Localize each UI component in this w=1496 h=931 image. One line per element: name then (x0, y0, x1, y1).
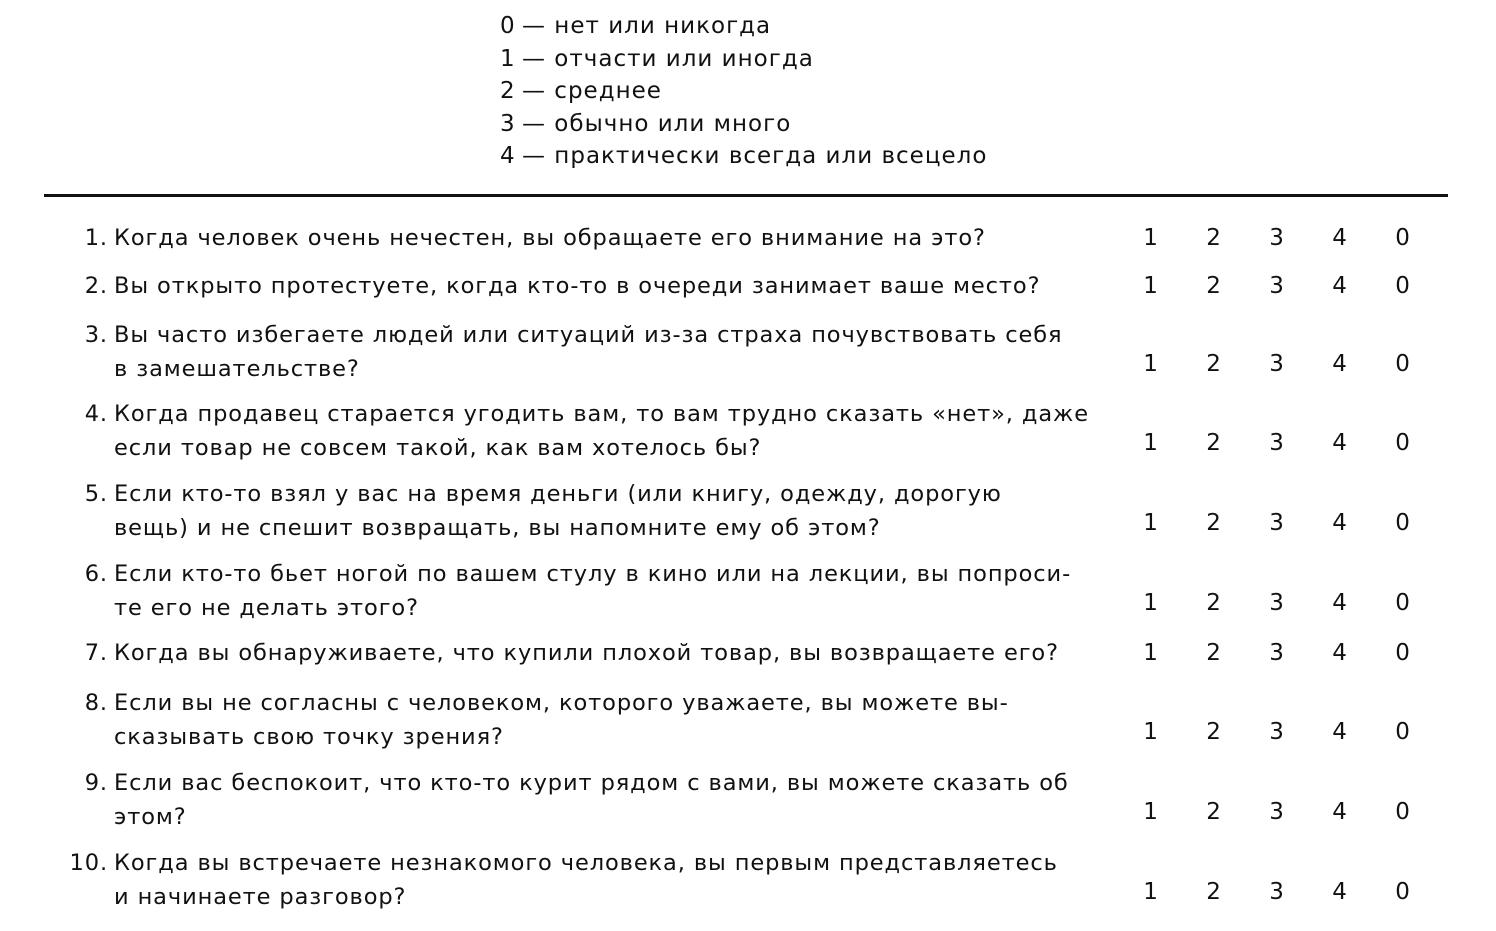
option-0[interactable]: 0 (1395, 879, 1411, 905)
option-4[interactable]: 4 (1332, 273, 1348, 299)
option-4[interactable]: 4 (1332, 225, 1348, 251)
option-3[interactable]: 3 (1269, 510, 1285, 536)
legend-code: 3 (500, 110, 516, 137)
question-number: 6. (84, 561, 108, 587)
question-number: 4. (84, 401, 108, 427)
question-line: Когда вы обнаруживаете, что купили плохой товар, вы возвращаете его? (114, 640, 1059, 666)
option-3[interactable]: 3 (1269, 799, 1285, 825)
legend-code: 0 (500, 13, 516, 39)
option-3[interactable]: 3 (1269, 640, 1285, 666)
legend-code: 2 (500, 78, 516, 104)
option-3[interactable]: 3 (1269, 351, 1285, 377)
question-number: 2. (84, 273, 108, 299)
question-text (114, 636, 1074, 670)
question-number: 7. (84, 640, 108, 666)
rating-scale-legend (500, 10, 987, 173)
legend-code: 1 (500, 45, 516, 72)
option-2[interactable]: 2 (1206, 799, 1222, 825)
option-0[interactable]: 0 (1395, 640, 1411, 666)
option-4[interactable]: 4 (1332, 640, 1348, 666)
legend-item-0 (500, 10, 987, 43)
question-number: 5. (84, 481, 108, 507)
option-0[interactable]: 0 (1395, 510, 1411, 536)
option-3[interactable]: 3 (1269, 273, 1285, 299)
legend-code: 4 (500, 143, 516, 169)
question-text (114, 686, 1074, 754)
question-line: вещь) и не спешит возвращать, вы напомните ему об этом? (114, 515, 881, 541)
option-4[interactable]: 4 (1332, 879, 1348, 905)
option-1[interactable]: 1 (1143, 510, 1159, 536)
option-0[interactable]: 0 (1395, 799, 1411, 825)
option-1[interactable]: 1 (1143, 640, 1159, 666)
question-number: 1. (84, 225, 108, 251)
legend-text: — практически всегда или всецело (522, 143, 988, 169)
question-line: этом? (114, 804, 187, 830)
question-line: и начинаете разговор? (114, 884, 407, 910)
option-1[interactable]: 1 (1143, 430, 1159, 456)
option-2[interactable]: 2 (1206, 640, 1222, 666)
option-2[interactable]: 2 (1206, 273, 1222, 299)
option-1[interactable]: 1 (1143, 273, 1159, 299)
question-line: Если кто-то взял у вас на время деньги (или книгу, одежду, дорогую (114, 481, 1002, 507)
option-0[interactable]: 0 (1395, 225, 1411, 251)
option-0[interactable]: 0 (1395, 273, 1411, 299)
question-number: 3. (84, 322, 108, 348)
question-line: сказывать свою точку зрения? (114, 724, 504, 750)
option-1[interactable]: 1 (1143, 719, 1159, 745)
option-3[interactable]: 3 (1269, 225, 1285, 251)
question-line: Если вас беспокоит, что кто-то курит рядом с вами, вы можете сказать об (114, 770, 1069, 796)
option-1[interactable]: 1 (1143, 879, 1159, 905)
option-3[interactable]: 3 (1269, 430, 1285, 456)
question-line: Если кто-то бьет ногой по вашем стулу в кино или на лекции, вы попроси- (114, 561, 1072, 587)
option-1[interactable]: 1 (1143, 225, 1159, 251)
question-text (114, 269, 1074, 303)
option-2[interactable]: 2 (1206, 590, 1222, 616)
question-line: Если вы не согласны с человеком, которого уважаете, вы можете вы- (114, 690, 1009, 716)
question-text (114, 846, 1074, 914)
option-2[interactable]: 2 (1206, 351, 1222, 377)
legend-text: — отчасти или иногда (522, 45, 814, 72)
option-3[interactable]: 3 (1269, 879, 1285, 905)
question-line: Вы часто избегаете людей или ситуаций из-за страха почувствовать себя (114, 322, 1063, 348)
option-1[interactable]: 1 (1143, 799, 1159, 825)
question-line: в замешательстве? (114, 356, 360, 382)
question-number: 8. (84, 690, 108, 716)
option-2[interactable]: 2 (1206, 719, 1222, 745)
option-4[interactable]: 4 (1332, 351, 1348, 377)
question-line: Когда человек очень нечестен, вы обращаете его внимание на это? (114, 225, 986, 251)
option-0[interactable]: 0 (1395, 590, 1411, 616)
question-line: Вы открыто протестуете, когда кто-то в очереди занимает ваше место? (114, 273, 1041, 299)
question-number: 9. (84, 770, 108, 796)
question-number: 10. (69, 850, 108, 876)
legend-text: — среднее (522, 78, 662, 104)
question-text (114, 221, 1074, 255)
question-text (114, 557, 1074, 625)
divider-rule (44, 194, 1448, 197)
legend-item-3 (500, 108, 987, 141)
option-0[interactable]: 0 (1395, 351, 1411, 377)
question-line: Когда продавец старается угодить вам, то вам трудно сказать «нет», даже (114, 401, 1089, 427)
option-2[interactable]: 2 (1206, 225, 1222, 251)
option-1[interactable]: 1 (1143, 590, 1159, 616)
legend-text: — обычно или много (522, 110, 792, 137)
option-2[interactable]: 2 (1206, 510, 1222, 536)
legend-item-1 (500, 43, 987, 76)
option-4[interactable]: 4 (1332, 430, 1348, 456)
option-2[interactable]: 2 (1206, 879, 1222, 905)
option-3[interactable]: 3 (1269, 590, 1285, 616)
legend-item-4 (500, 140, 987, 173)
option-0[interactable]: 0 (1395, 430, 1411, 456)
question-line: те его не делать этого? (114, 595, 419, 621)
question-text (114, 318, 1074, 386)
option-4[interactable]: 4 (1332, 719, 1348, 745)
legend-text: — нет или никогда (522, 13, 772, 39)
option-4[interactable]: 4 (1332, 590, 1348, 616)
question-text (114, 477, 1074, 545)
option-0[interactable]: 0 (1395, 719, 1411, 745)
option-3[interactable]: 3 (1269, 719, 1285, 745)
option-4[interactable]: 4 (1332, 799, 1348, 825)
option-2[interactable]: 2 (1206, 430, 1222, 456)
question-text (114, 766, 1074, 834)
question-line: Когда вы встречаете незнакомого человека, вы первым представляетесь (114, 850, 1058, 876)
question-line: если товар не совсем такой, как вам хотелось бы? (114, 435, 762, 461)
option-1[interactable]: 1 (1143, 351, 1159, 377)
question-text (114, 397, 1089, 465)
option-4[interactable]: 4 (1332, 510, 1348, 536)
legend-item-2 (500, 75, 987, 108)
